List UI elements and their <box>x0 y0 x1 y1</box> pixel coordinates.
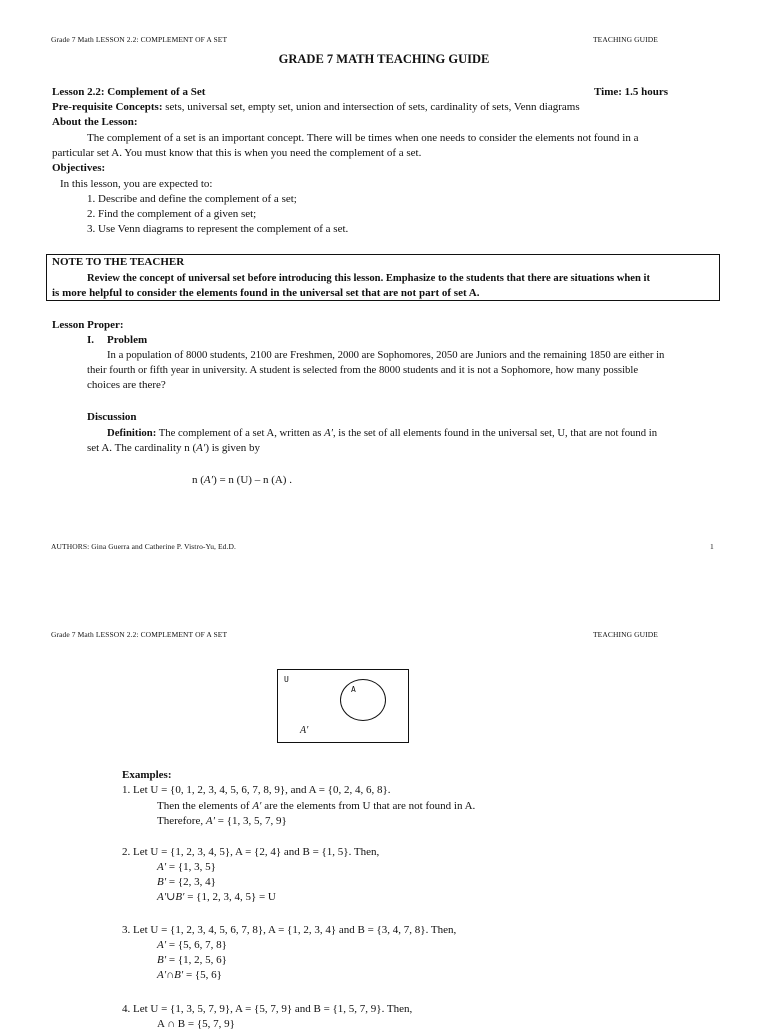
set-value: = {5, 6} <box>183 969 222 981</box>
problem-label: Problem <box>107 334 148 346</box>
formula-text: ) = n (U) – n (A) . <box>213 474 292 486</box>
note-line-1: Review the concept of universal set before introducing this lesson. Emphasize to the students that there are situations when it <box>87 273 651 284</box>
note-line-2: is more helpful to consider the elements found in the universal set that are not part of set A. <box>52 287 480 299</box>
lesson-time: Time: 1.5 hours <box>594 86 669 98</box>
definition-line-2 <box>87 441 260 456</box>
venn-set-a-circle <box>340 679 386 721</box>
example-3-line-4 <box>157 968 222 983</box>
set-expression: B′ <box>157 876 167 888</box>
set-value: = {1, 3, 5} <box>166 861 216 873</box>
example-1-line-2 <box>157 799 475 814</box>
problem-line-2: their fourth or fifth year in university. A student is selected from the 8000 students and it is not a Sophomore, how many possible <box>87 364 639 376</box>
venn-diagram <box>277 669 409 743</box>
page2-header-left: Grade 7 Math LESSON 2.2: COMPLEMENT OF A SET <box>51 630 228 639</box>
about-line-2: particular set A. You must know that this is when you need the complement of a set. <box>52 147 422 159</box>
example-text: Then the elements of <box>157 800 253 812</box>
example-3-line-2 <box>157 938 227 953</box>
examples-label: Examples: <box>122 769 172 781</box>
example-text: are the elements from U that are not found in A. <box>261 800 476 812</box>
objectives-intro: In this lesson, you are expected to: <box>60 178 213 190</box>
page1-header-left: Grade 7 Math LESSON 2.2: COMPLEMENT OF A SET <box>51 35 228 44</box>
venn-set-a-label: A <box>351 685 356 694</box>
definition-text: set A. The cardinality n ( <box>87 442 197 454</box>
set-value: = {1, 2, 3, 4, 5} = U <box>184 891 276 903</box>
example-1-line-3 <box>157 814 287 829</box>
a-prime-symbol: A′ <box>324 427 333 439</box>
set-value: = {2, 3, 4} <box>166 876 216 888</box>
definition-text: , is the set of all elements found in the universal set, U, that are not found in <box>332 427 658 439</box>
formula-text: n ( <box>192 474 204 486</box>
set-expression: B′ <box>157 954 167 966</box>
a-prime-symbol: A′ <box>196 442 206 454</box>
about-line-1: The complement of a set is an important concept. There will be times when one needs to consider the elements not found in a <box>87 132 639 144</box>
example-2-line-2 <box>157 860 216 875</box>
example-4-line-1: 4. Let U = {1, 3, 5, 7, 9}, A = {5, 7, 9} and B = {1, 5, 7, 9}. Then, <box>122 1003 413 1015</box>
a-prime-symbol: A′ <box>205 815 215 827</box>
example-text: = {1, 3, 5, 7, 9} <box>215 815 287 827</box>
definition-line-1 <box>107 426 657 441</box>
definition-text: The complement of a set A, written as <box>156 427 325 439</box>
definition-text: ) is given by <box>205 442 261 454</box>
example-4-line-2: A ∩ B = {5, 7, 9} <box>157 1018 235 1030</box>
venn-universal-label: U <box>284 675 289 684</box>
example-2-line-3 <box>157 875 216 890</box>
set-value: = {5, 6, 7, 8} <box>166 939 227 951</box>
page1-header-right: TEACHING GUIDE <box>593 35 658 44</box>
a-prime-symbol: A′ <box>203 474 214 486</box>
note-title: NOTE TO THE TEACHER <box>52 256 185 268</box>
page1-footer-authors: AUTHORS: Gina Guerra and Catherine P. Vistro-Yu, Ed.D. <box>51 542 236 551</box>
problem-line-1: In a population of 8000 students, 2100 are Freshmen, 2000 are Sophomores, 2050 are Juniors and the remaining 1850 are either in <box>107 349 665 361</box>
objective-item: 1. Describe and define the complement of a set; <box>87 193 297 205</box>
example-3-line-3 <box>157 953 227 968</box>
cardinality-formula <box>192 473 292 488</box>
objective-item: 2. Find the complement of a given set; <box>87 208 257 220</box>
problem-number: I. <box>87 334 95 346</box>
discussion-label: Discussion <box>87 411 137 423</box>
set-expression: A′∪B′ <box>157 891 185 903</box>
example-3-line-1: 3. Let U = {1, 2, 3, 4, 5, 6, 7, 8}, A = {1, 2, 3, 4} and B = {3, 4, 7, 8}. Then, <box>122 924 457 936</box>
definition-label: Definition: <box>107 427 157 439</box>
prereq-text: sets, universal set, empty set, union and intersection of sets, cardinality of sets, Venn diagrams <box>162 101 580 113</box>
example-2-line-4 <box>157 890 276 905</box>
about-label: About the Lesson: <box>52 116 138 128</box>
set-expression: A′∩B′ <box>157 969 184 981</box>
example-2-line-1: 2. Let U = {1, 2, 3, 4, 5}, A = {2, 4} and B = {1, 5}. Then, <box>122 846 380 858</box>
problem-line-3: choices are there? <box>87 379 166 391</box>
a-prime-symbol: A′ <box>252 800 262 812</box>
page1-page-number: 1 <box>710 542 714 551</box>
document-title: GRADE 7 MATH TEACHING GUIDE <box>278 52 490 66</box>
set-value: = {1, 2, 5, 6} <box>166 954 227 966</box>
lesson-title: Lesson 2.2: Complement of a Set <box>52 86 206 98</box>
venn-complement-label: A′ <box>300 725 309 736</box>
set-expression: A′ <box>157 939 167 951</box>
example-1-line-1: 1. Let U = {0, 1, 2, 3, 4, 5, 6, 7, 8, 9}, and A = {0, 2, 4, 6, 8}. <box>122 784 391 796</box>
lesson-proper-label: Lesson Proper: <box>52 319 124 331</box>
page2-header-right: TEACHING GUIDE <box>593 630 658 639</box>
example-text: Therefore, <box>157 815 206 827</box>
prerequisite-concepts <box>52 100 580 115</box>
objectives-label: Objectives: <box>52 162 106 174</box>
set-expression: A′ <box>157 861 167 873</box>
prereq-label: Pre-requisite Concepts: <box>52 101 163 113</box>
objective-item: 3. Use Venn diagrams to represent the complement of a set. <box>87 223 349 235</box>
